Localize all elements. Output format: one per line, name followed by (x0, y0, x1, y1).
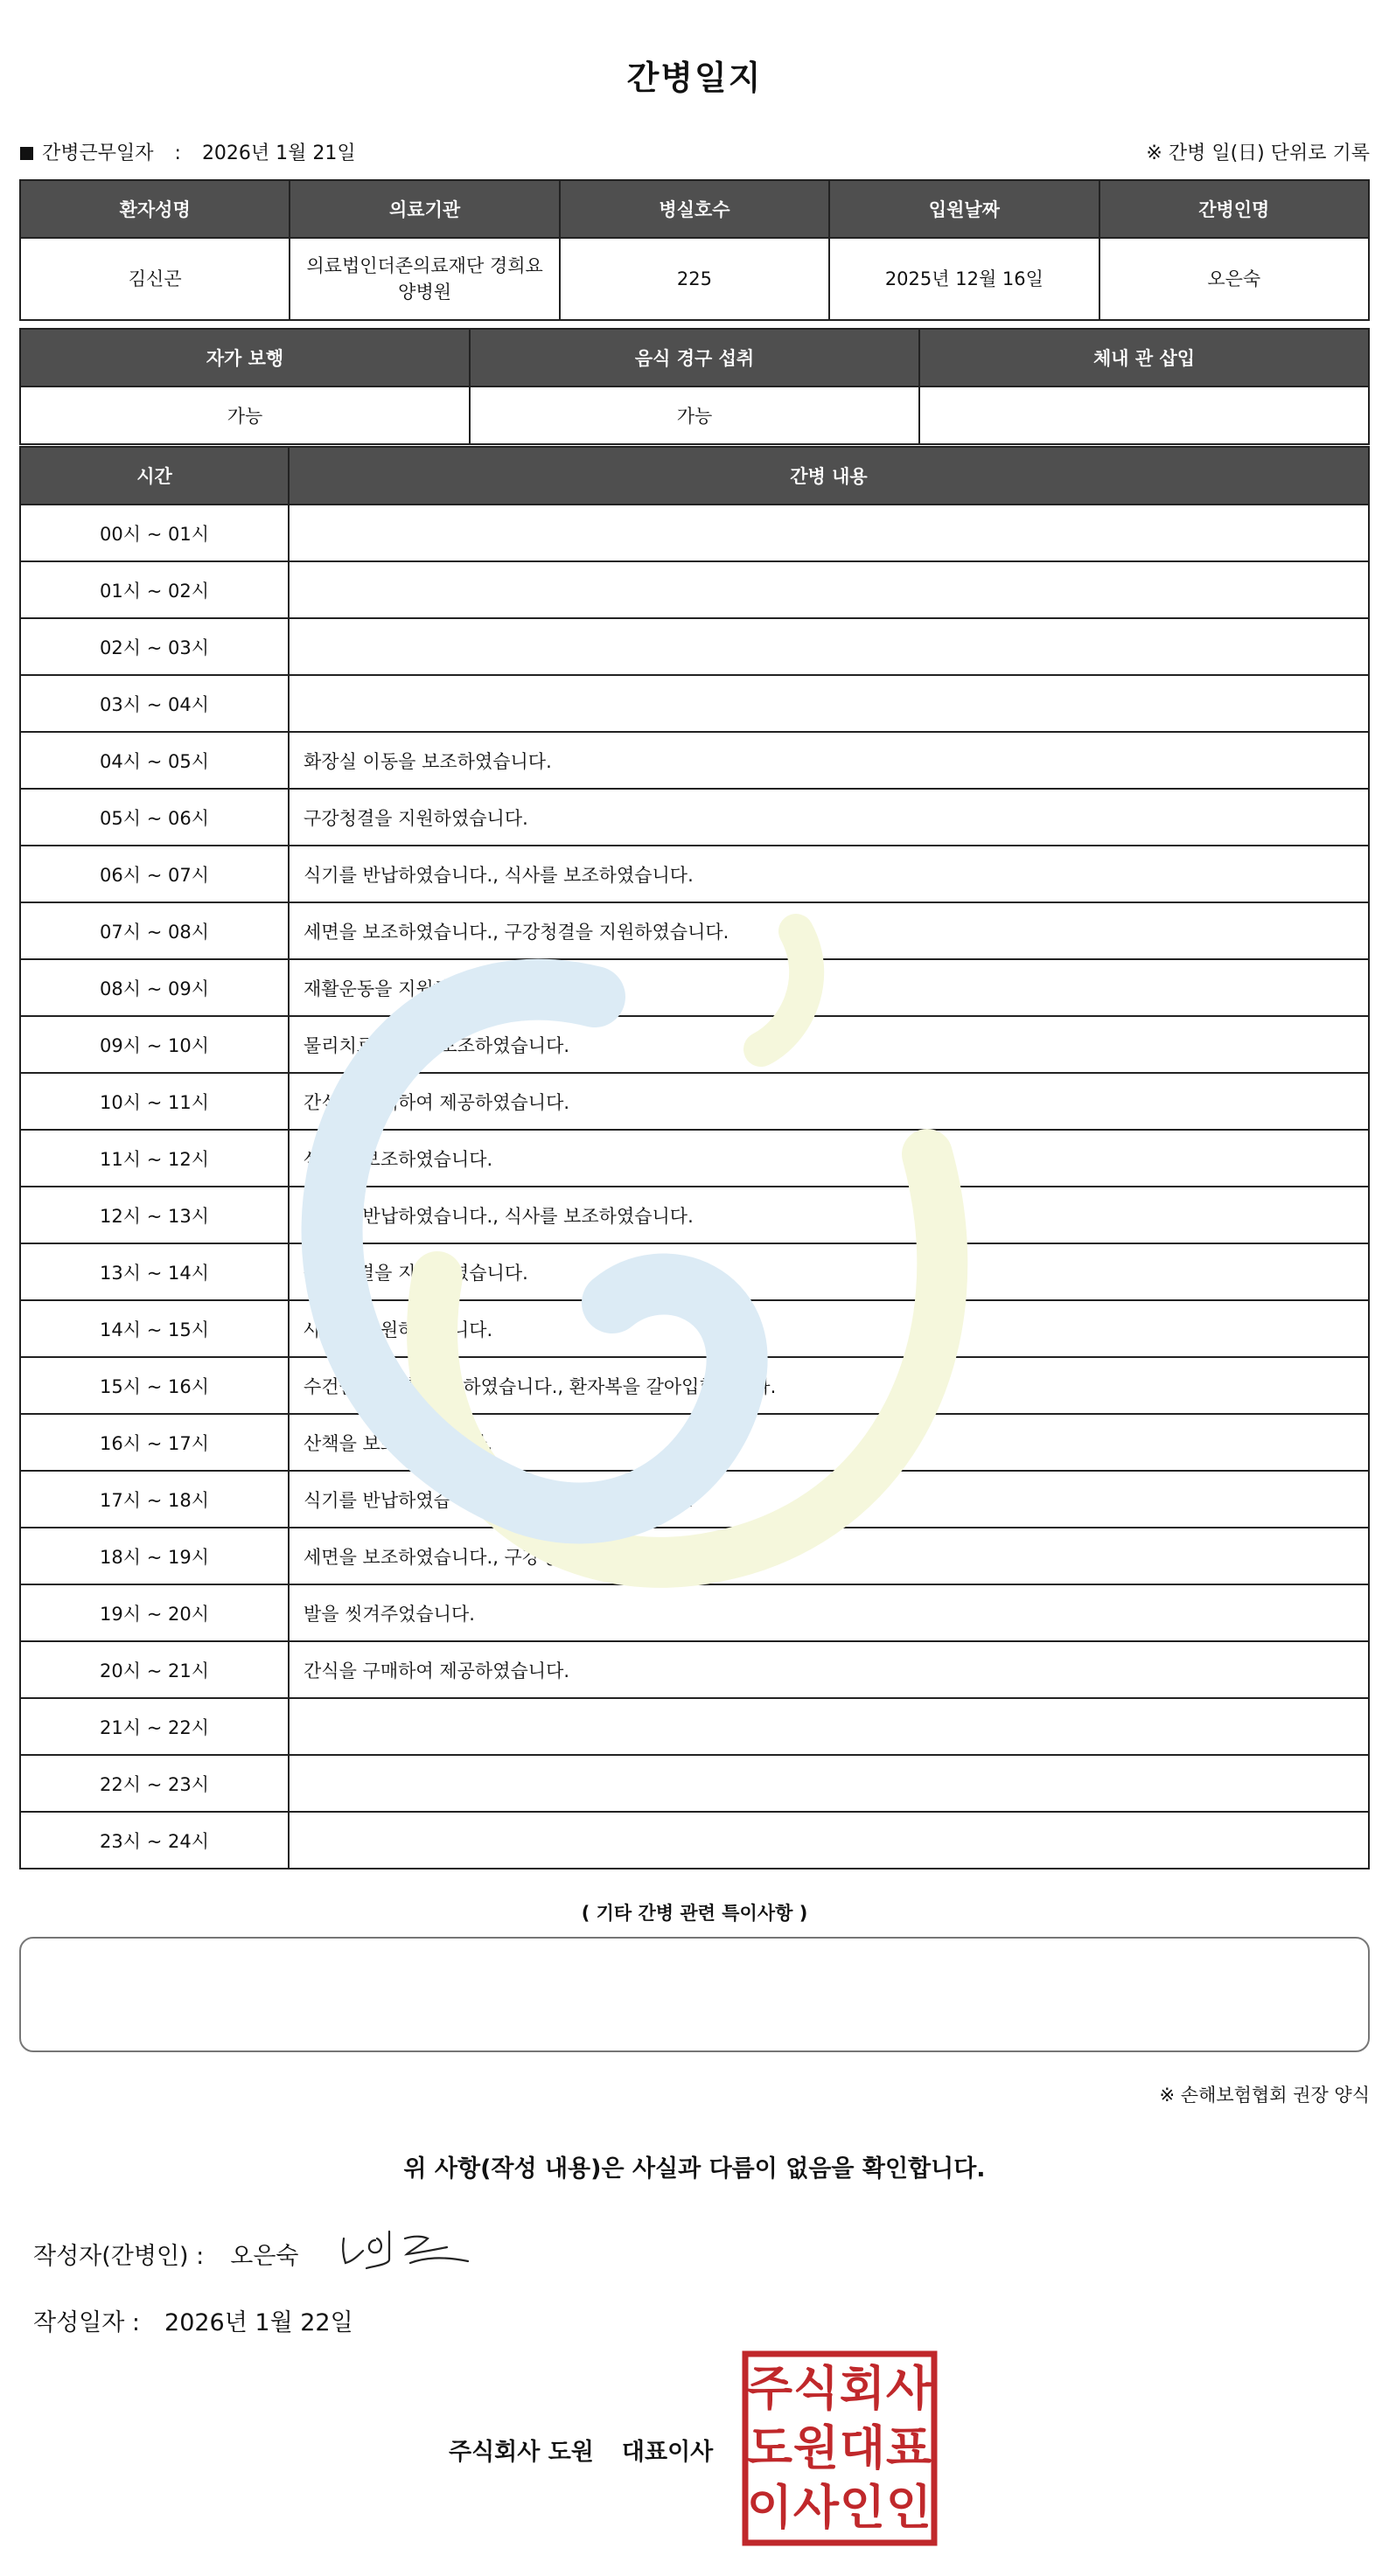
care-content (289, 675, 1369, 732)
hospital-name: 의료법인더존의료재단 경희요양병원 (290, 238, 559, 320)
patient-status-table (19, 328, 1370, 445)
seal-char: 회 (839, 2361, 886, 2416)
table-row (20, 1243, 1369, 1300)
time-slot: 14시 ~ 15시 (20, 1300, 289, 1357)
care-content: 화장실 이동을 보조하였습니다. (289, 732, 1369, 789)
time-slot: 07시 ~ 08시 (20, 902, 289, 959)
time-slot: 08시 ~ 09시 (20, 959, 289, 1016)
time-slot: 04시 ~ 05시 (20, 732, 289, 789)
writer-line (33, 2237, 299, 2271)
time-slot: 17시 ~ 18시 (20, 1471, 289, 1528)
table-row (20, 618, 1369, 675)
oral-intake-header: 음식 경구 섭취 (470, 329, 919, 386)
table-row (20, 1755, 1369, 1812)
table-row (20, 1073, 1369, 1130)
seal-char: 도 (746, 2420, 793, 2475)
care-content: 구강청결을 지원하였습니다. (289, 789, 1369, 846)
confirmation-statement: 위 사항(작성 내용)은 사실과 다름이 없음을 확인합니다. (403, 2155, 986, 2183)
table-row (20, 1584, 1369, 1641)
seal-char: 사 (792, 2480, 840, 2535)
work-date-sep: : (174, 143, 181, 164)
table-row (20, 1357, 1369, 1414)
written-date-label: 작성일자 : (33, 2309, 141, 2336)
room-header: 병실호수 (560, 180, 829, 238)
table-row (20, 846, 1369, 902)
seal-char: 식 (792, 2361, 840, 2416)
table-row (20, 675, 1369, 732)
document-title: 간병일지 (626, 59, 763, 97)
care-content: 물리치료 이동을 보조하였습니다. (289, 1016, 1369, 1073)
time-slot: 05시 ~ 06시 (20, 789, 289, 846)
seal-char: 인 (839, 2480, 886, 2535)
seal-char: 원 (792, 2420, 840, 2475)
patient-name-header: 환자성명 (20, 180, 290, 238)
etc-notes-title: ( 기타 간병 관련 특이사항 ) (581, 1903, 808, 1924)
care-content: 산책을 보조하였습니다. (289, 1414, 1369, 1471)
room-number: 225 (560, 238, 829, 320)
care-content (289, 618, 1369, 675)
care-content: 수건을 세탁 후 교환하였습니다., 환자복을 갈아입혔습니다. (289, 1357, 1369, 1414)
seal-char: 대 (839, 2420, 886, 2475)
association-note: ※ 손해보험협회 권장 양식 (1159, 2085, 1370, 2106)
care-content (289, 1812, 1369, 1869)
caregiver-name: 오은숙 (1099, 238, 1369, 320)
table-row (20, 1016, 1369, 1073)
table-row (20, 1698, 1369, 1755)
time-slot: 18시 ~ 19시 (20, 1528, 289, 1584)
work-date-value: 2026년 1월 21일 (201, 143, 356, 164)
time-slot: 20시 ~ 21시 (20, 1641, 289, 1698)
time-slot: 00시 ~ 01시 (20, 505, 289, 561)
table-row (20, 732, 1369, 789)
care-content: 발을 씻겨주었습니다. (289, 1584, 1369, 1641)
table-row (20, 1641, 1369, 1698)
table-row (20, 1130, 1369, 1187)
table-row (20, 902, 1369, 959)
care-content (289, 505, 1369, 561)
care-content (289, 1698, 1369, 1755)
seal-char: 주 (746, 2361, 793, 2416)
time-header: 시간 (20, 447, 289, 505)
walking-header: 자가 보행 (20, 329, 470, 386)
time-slot: 21시 ~ 22시 (20, 1698, 289, 1755)
care-content (289, 1755, 1369, 1812)
care-content: 식기를 반납하였습니다., 식사를 보조하였습니다. (289, 846, 1369, 902)
table-row (20, 505, 1369, 561)
table-row (20, 959, 1369, 1016)
written-date-line (33, 2303, 353, 2337)
handwritten-signature (337, 2219, 477, 2280)
time-slot: 19시 ~ 20시 (20, 1584, 289, 1641)
table-row (20, 1471, 1369, 1528)
time-slot: 12시 ~ 13시 (20, 1187, 289, 1243)
writer-label: 작성자(간병인) : (33, 2243, 205, 2270)
company-line (449, 2433, 713, 2467)
care-content: 산책을 보조하였습니다. (289, 1130, 1369, 1187)
care-content: 구강청결을 지원하였습니다. (289, 1243, 1369, 1300)
care-content: 식기를 반납하였습니다., 식사를 보조하였습니다. (289, 1471, 1369, 1528)
time-slot: 03시 ~ 04시 (20, 675, 289, 732)
care-content: 세면을 보조하였습니다., 구강청결을 지원하였습니다. (289, 902, 1369, 959)
walking-value: 가능 (20, 386, 470, 444)
record-note: ※ 간병 일(日) 단위로 기록 (1146, 143, 1370, 164)
caregiver-header: 간병인명 (1099, 180, 1369, 238)
patient-info-table (19, 179, 1370, 321)
admission-date-header: 입원날짜 (829, 180, 1099, 238)
time-slot: 09시 ~ 10시 (20, 1016, 289, 1073)
written-date-value: 2026년 1월 22일 (164, 2309, 353, 2336)
company-name: 주식회사 도원 (449, 2439, 594, 2466)
time-slot: 22시 ~ 23시 (20, 1755, 289, 1812)
writer-name: 오은숙 (230, 2243, 299, 2270)
work-date-label: 간병근무일자 (42, 143, 154, 164)
care-content: 간식을 구매하여 제공하였습니다. (289, 1641, 1369, 1698)
care-content: 샤워를 지원하였습니다. (289, 1300, 1369, 1357)
table-row (20, 1187, 1369, 1243)
care-log-rows (20, 505, 1369, 1869)
admission-date: 2025년 12월 16일 (829, 238, 1099, 320)
care-log-table (19, 446, 1370, 1869)
work-date (20, 138, 356, 165)
time-slot: 13시 ~ 14시 (20, 1243, 289, 1300)
etc-notes-box (19, 1937, 1370, 2052)
table-row (20, 1812, 1369, 1869)
table-row (20, 1300, 1369, 1357)
time-slot: 15시 ~ 16시 (20, 1357, 289, 1414)
company-title: 대표이사 (621, 2439, 714, 2466)
seal-char: 인 (885, 2480, 932, 2535)
time-slot: 23시 ~ 24시 (20, 1812, 289, 1869)
seal-char: 이 (746, 2480, 793, 2535)
time-slot: 11시 ~ 12시 (20, 1130, 289, 1187)
tube-value (919, 386, 1369, 444)
patient-name: 김신곤 (20, 238, 290, 320)
table-row (20, 789, 1369, 846)
table-row (20, 561, 1369, 618)
table-row (20, 1414, 1369, 1471)
care-content-header: 간병 내용 (289, 447, 1369, 505)
company-seal-stamp (742, 2350, 938, 2546)
hospital-header: 의료기관 (290, 180, 559, 238)
time-slot: 16시 ~ 17시 (20, 1414, 289, 1471)
table-row (20, 1528, 1369, 1584)
time-slot: 01시 ~ 02시 (20, 561, 289, 618)
time-slot: 06시 ~ 07시 (20, 846, 289, 902)
care-content (289, 561, 1369, 618)
time-slot: 10시 ~ 11시 (20, 1073, 289, 1130)
care-content: 재활운동을 지원하였습니다. (289, 959, 1369, 1016)
seal-char: 사 (885, 2361, 932, 2416)
care-content: 세면을 보조하였습니다., 구강청결을 지원하였습니다. (289, 1528, 1369, 1584)
time-slot: 02시 ~ 03시 (20, 618, 289, 675)
tube-header: 체내 관 삽입 (919, 329, 1369, 386)
care-content: 식기를 반납하였습니다., 식사를 보조하였습니다. (289, 1187, 1369, 1243)
seal-char: 표 (885, 2420, 932, 2475)
oral-intake-value: 가능 (470, 386, 919, 444)
square-bullet-icon (20, 147, 33, 160)
care-content: 간식을 구매하여 제공하였습니다. (289, 1073, 1369, 1130)
